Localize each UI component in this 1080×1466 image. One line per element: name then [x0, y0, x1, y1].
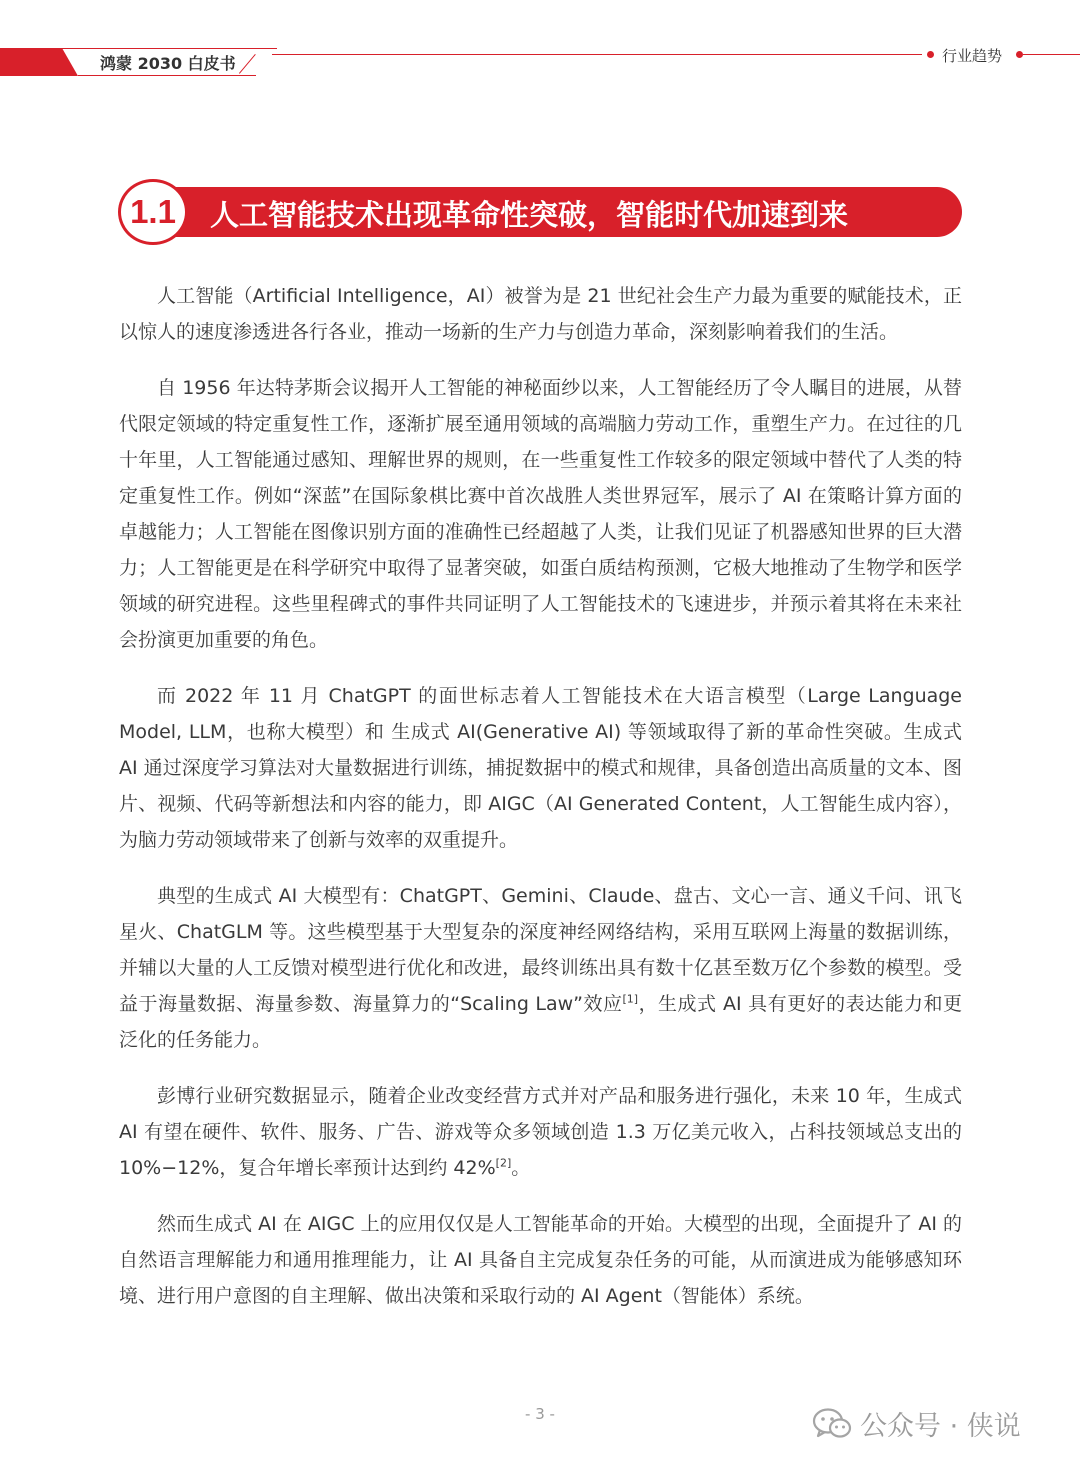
body-text — [119, 278, 962, 1334]
header-red-tab — [0, 48, 78, 76]
header-rule — [62, 48, 277, 49]
header-rule-diagonal — [239, 54, 256, 74]
watermark — [812, 1404, 1021, 1443]
header-rule — [78, 75, 256, 76]
watermark-text: 公众号 · 侠说 — [860, 1411, 1021, 1442]
paragraph: 而 2022 年 11 月 ChatGPT 的面世标志着人工智能技术在大语言模型（Large Language Model, LLM，也称大模型）和 生成式 AI(Generative AI) 等领域取得了新的革命性突破。生成式 AI 通过深度学习算法对大量数据进行训练，捕捉数据中的模式和规律，具备创造出高质量的文本、图片、视频、代码等新想法和内容的能力，即 AIGC（AI Generated Content，人工智能生成内容），为脑力劳动领域带来了创新与效率的双重提升。 — [119, 685, 962, 851]
header-dot — [927, 51, 934, 58]
header-dot — [1016, 51, 1023, 58]
header-doc-title: 鸿蒙 2030 白皮书 — [100, 54, 236, 73]
paragraph — [119, 878, 962, 1058]
section-number-badge — [118, 179, 188, 245]
header-rule — [272, 54, 922, 55]
paragraph: 自 1956 年达特茅斯会议揭开人工智能的神秘面纱以来，人工智能经历了令人瞩目的进展，从替代限定领域的特定重复性工作，逐渐扩展至通用领域的高端脑力劳动工作，重塑生产力。在过往的几十年里，人工智能通过感知、理解世界的规则，在一些重复性工作较多的限定领域中替代了人类的特定重复性工作。例如“深蓝”在国际象棋比赛中首次战胜人类世界冠军，展示了 AI 在策略计算方面的卓越能力；人工智能在图像识别方面的准确性已经超越了人类，让我们见证了机器感知世界的巨大潜力；人工智能更是在科学研究中取得了显著突破，如蛋白质结构预测，它极大地推动了生物学和医学领域的研究进程。这些里程碑式的事件共同证明了人工智能技术的飞速进步，并预示着其将在未来社会扮演更加重要的角色。 — [119, 377, 962, 651]
paragraph — [119, 1078, 962, 1186]
citation-ref[interactable]: [1] — [622, 992, 639, 1006]
header-rule — [1023, 54, 1080, 55]
paragraph-text: 。 — [511, 1157, 531, 1179]
page-number: - 3 - — [525, 1405, 555, 1423]
header-section-label: 行业趋势 — [942, 47, 1003, 65]
paragraph: 然而生成式 AI 在 AIGC 上的应用仅仅是人工智能革命的开始。大模型的出现，全面提升了 AI 的自然语言理解能力和通用推理能力，让 AI 具备自主完成复杂任务的可能，从而演进成为能够感知环境、进行用户意图的自主理解、做出决策和采取行动的 AI Agent（智能体）系统。 — [119, 1213, 962, 1307]
section-number: 1.1 — [130, 193, 176, 230]
paragraph-text: ，生成式 AI 具有更好的表达能力和更泛化的任务能力。 — [119, 993, 962, 1051]
citation-ref[interactable]: [2] — [495, 1156, 512, 1170]
wechat-icon — [812, 1406, 852, 1442]
paragraph-text: 典型的生成式 AI 大模型有：ChatGPT、Gemini、Claude、盘古、文心一言、通义千问、讯飞星火、ChatGLM 等。这些模型基于大型复杂的深度神经网络结构，采用互联网上海量的数据训练，并辅以大量的人工反馈对模型进行优化和改进，最终训练出具有数十亿甚至数万亿个参数的模型。受益于海量数据、海量参数、海量算力的“Scaling Law”效应 — [119, 885, 962, 1015]
paragraph-text: 彭博行业研究数据显示，随着企业改变经营方式并对产品和服务进行强化，未来 10 年，生成式 AI 有望在硬件、软件、服务、广告、游戏等众多领域创造 1.3 万亿美元收入，占科技领域总支出的 10%−12%，复合年增长率预计达到约 42% — [119, 1085, 962, 1179]
section-title: 人工智能技术出现革命性突破，智能时代加速到来 — [210, 198, 849, 232]
paragraph: 人工智能（Artificial Intelligence，AI）被誉为是 21 世纪社会生产力最为重要的赋能技术，正以惊人的速度渗透进各行各业，推动一场新的生产力与创造力革命，深刻影响着我们的生活。 — [119, 285, 962, 343]
